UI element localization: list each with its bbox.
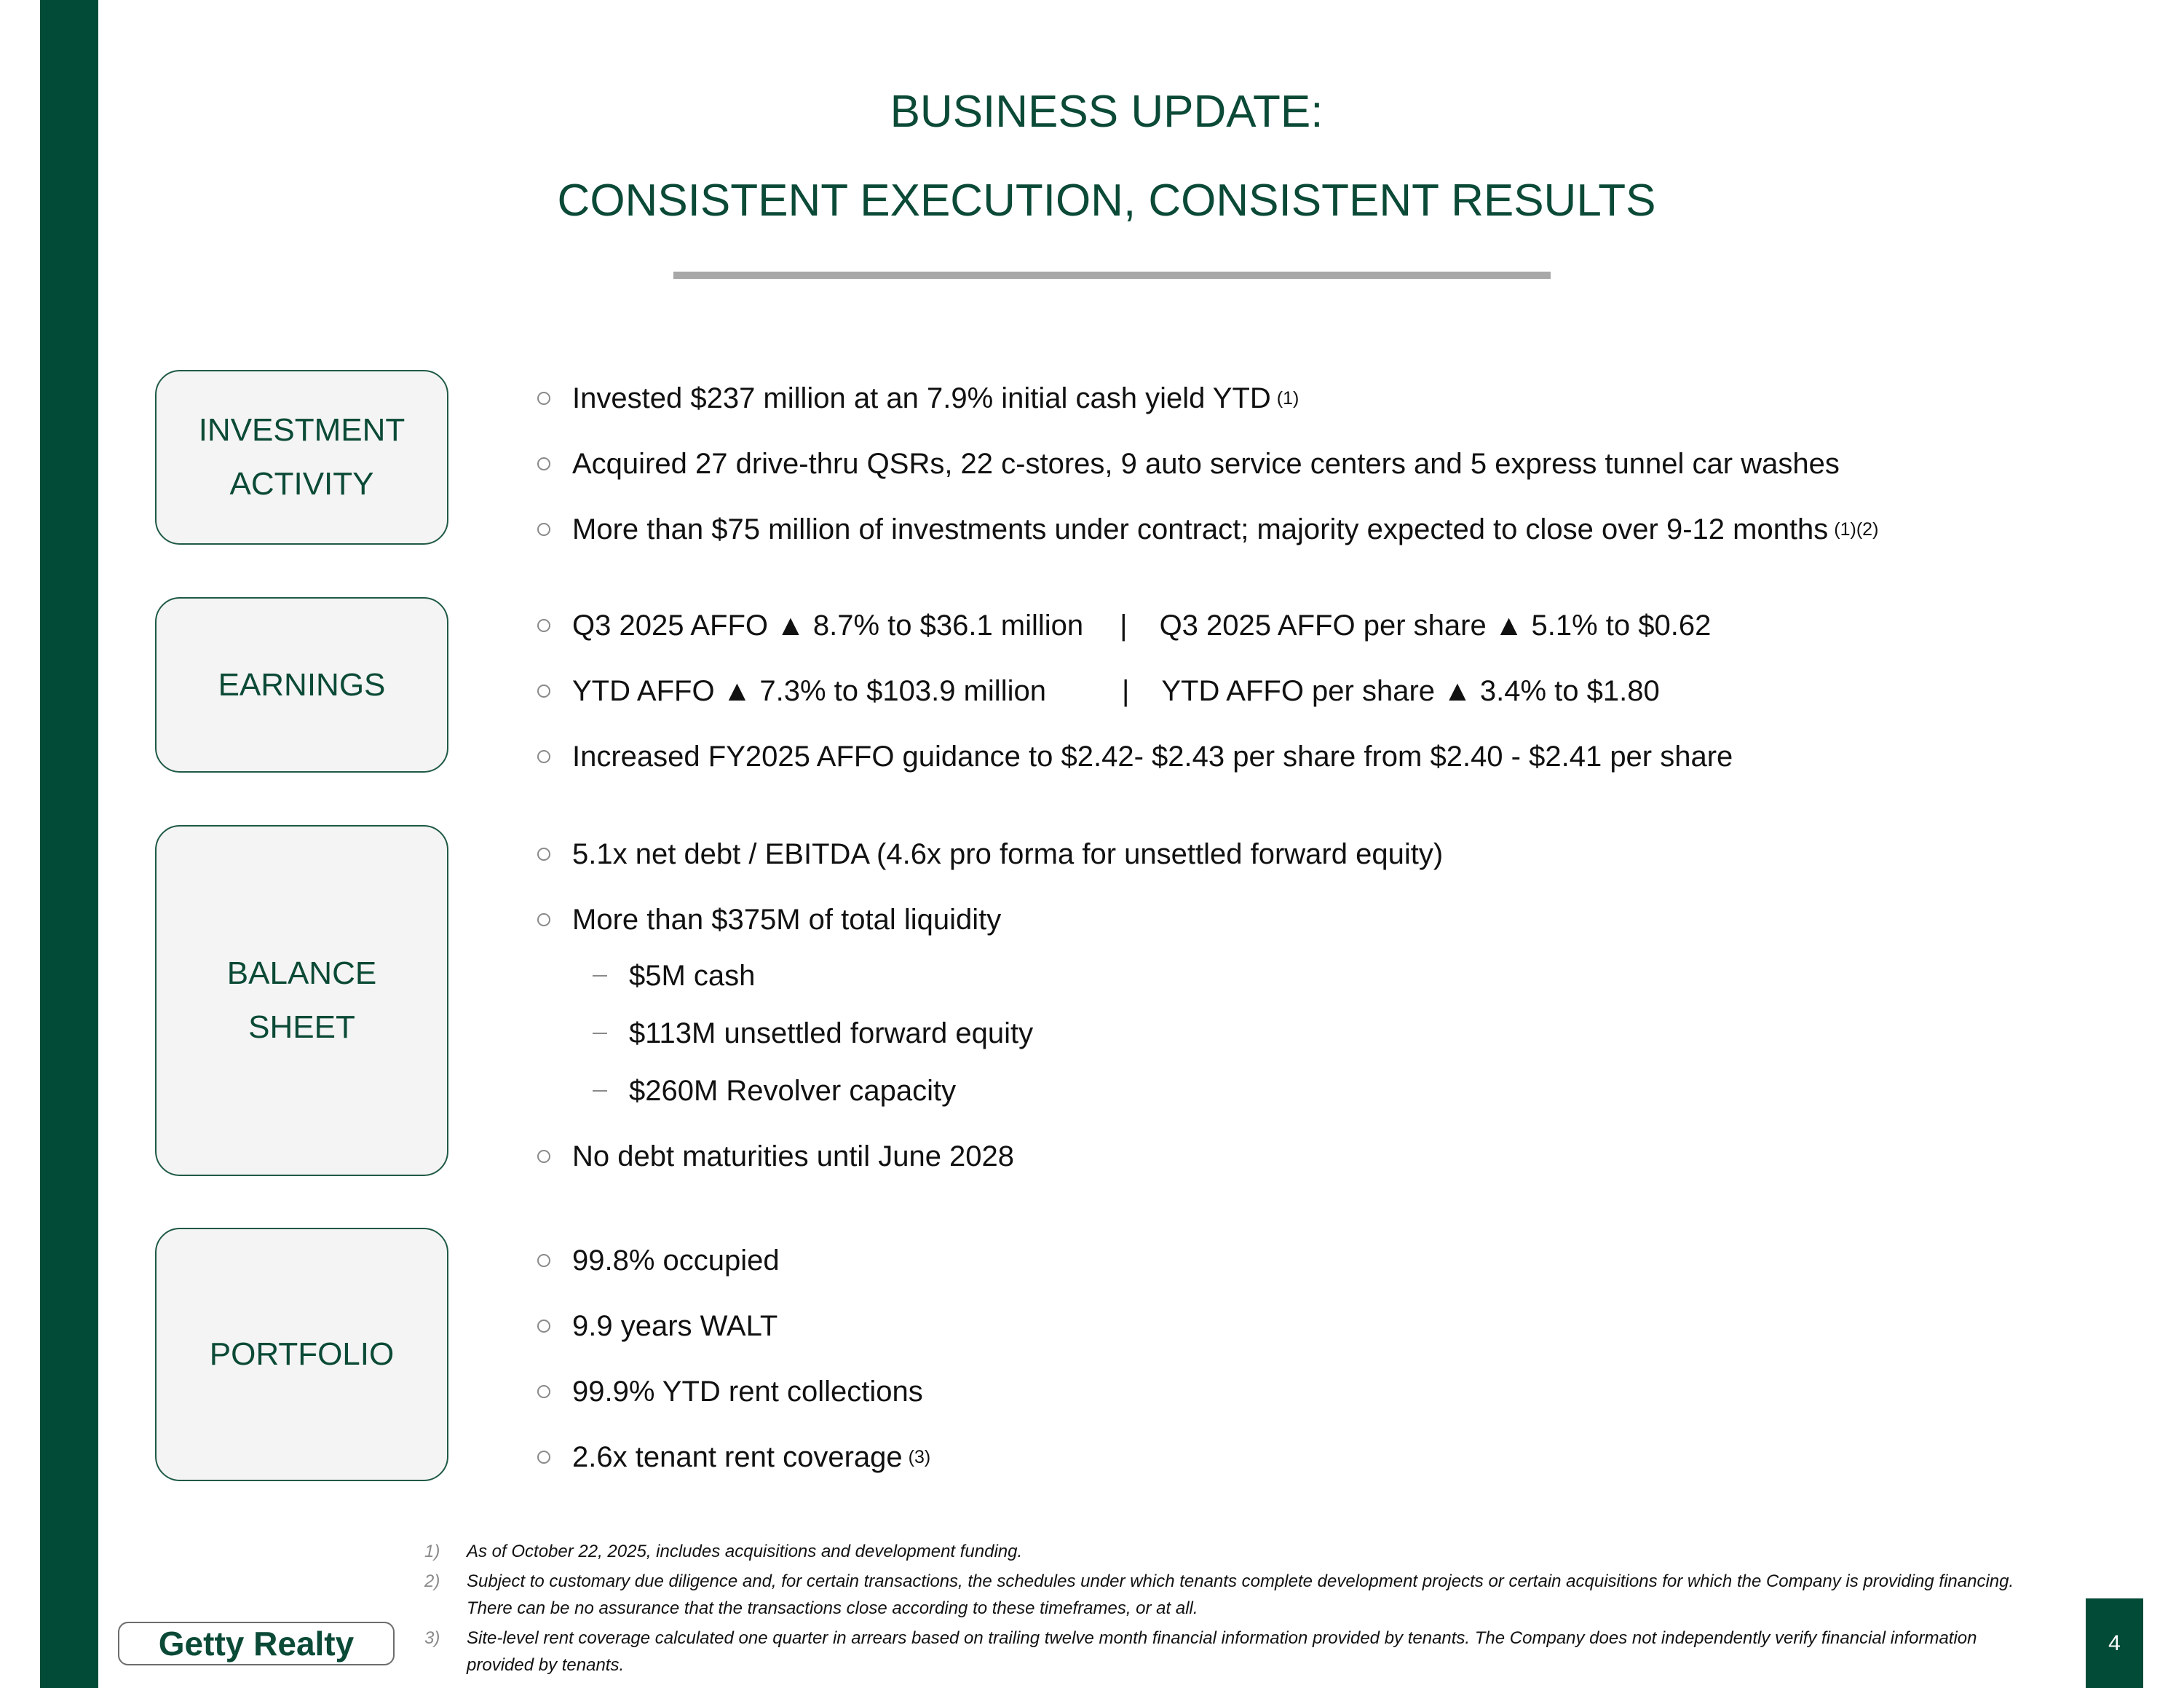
balance-bullet-3-text: No debt maturities until June 2028: [572, 1140, 1015, 1172]
earnings-bullet-2: [537, 673, 1660, 709]
balance-sub-3: [593, 1073, 956, 1109]
portfolio-bullet-2-text: 9.9 years WALT: [572, 1309, 778, 1342]
page-title-line-1: BUSINESS UPDATE:: [890, 87, 1324, 137]
balance-sheet-label-box: [155, 825, 448, 1176]
left-accent-bar: [40, 0, 98, 1688]
balance-bullet-2: [537, 902, 1001, 938]
investment-bullet-3-text: More than $75 million of investments under contract; majority expected to close over 9-12 months: [572, 513, 1829, 545]
footnote-2-text: Subject to customary due diligence and, for certain transactions, the schedules under which tenants complete development projects or certain acquisitions for which the Company is providing financing. There can be no assurance that the transactions close according to these timeframes, or at all.: [467, 1571, 2014, 1618]
footnote-1-text: As of October 22, 2025, includes acquisitions and development funding.: [467, 1542, 1023, 1561]
balance-bullet-1-text: 5.1x net debt / EBITDA (4.6x pro forma for unsettled forward equity): [572, 837, 1444, 870]
portfolio-bullet-3: [537, 1373, 923, 1410]
circle-bullet-icon: [537, 1385, 550, 1398]
footnote-2: [424, 1568, 2033, 1622]
circle-bullet-icon: [537, 685, 550, 698]
page-title-line-2: CONSISTENT EXECUTION, CONSISTENT RESULTS: [557, 175, 1656, 226]
portfolio-bullet-1-text: 99.8% occupied: [572, 1244, 780, 1277]
investment-bullet-3: [537, 511, 1878, 548]
earnings-bullet-2-right: YTD AFFO per share ▲ 3.4% to $1.80: [1161, 674, 1660, 707]
investment-bullet-1-text: Invested $237 million at an 7.9% initial cash yield YTD: [572, 382, 1271, 414]
earnings-bullet-2-left: YTD AFFO ▲ 7.3% to $103.9 million: [572, 674, 1046, 707]
earnings-label-box: [155, 597, 448, 773]
footnote-ref: (1): [1276, 387, 1299, 409]
earnings-bullet-3: [537, 738, 1733, 775]
balance-sub-1-text: $5M cash: [629, 959, 756, 992]
circle-bullet-icon: [537, 1254, 550, 1267]
circle-bullet-icon: [537, 523, 550, 536]
portfolio-bullet-1: [537, 1242, 780, 1279]
circle-bullet-icon: [537, 392, 550, 405]
circle-bullet-icon: [537, 1451, 550, 1464]
dash-bullet-icon: [593, 1090, 607, 1092]
footnote-ref: (3): [908, 1446, 931, 1467]
balance-sub-3-text: $260M Revolver capacity: [629, 1074, 957, 1107]
dash-bullet-icon: [593, 1033, 607, 1034]
portfolio-label-box: [155, 1228, 448, 1481]
portfolio-bullet-3-text: 99.9% YTD rent collections: [572, 1375, 923, 1408]
circle-bullet-icon: [537, 750, 550, 763]
page-number: 4: [2086, 1598, 2143, 1688]
circle-bullet-icon: [537, 848, 550, 861]
earnings-bullet-3-text: Increased FY2025 AFFO guidance to $2.42- $2.43 per share from $2.40 - $2.41 per share: [572, 740, 1733, 773]
earnings-bullet-1-left: Q3 2025 AFFO ▲ 8.7% to $36.1 million: [572, 609, 1084, 642]
circle-bullet-icon: [537, 457, 550, 470]
footnote-ref: (1)(2): [1834, 518, 1879, 540]
separator: |: [1121, 674, 1130, 707]
footnote-3-text: Site-level rent coverage calculated one quarter in arrears based on trailing twelve month financial information provided by tenants. The Company does not independently verify financial information provided by tenants.: [467, 1628, 1977, 1675]
title-divider: [673, 272, 1551, 279]
footnote-2-number: 2): [424, 1571, 440, 1591]
portfolio-bullet-4: [537, 1439, 930, 1475]
footnote-1: [424, 1538, 2033, 1565]
circle-bullet-icon: [537, 913, 550, 926]
earnings-label: EARNINGS: [218, 666, 386, 703]
portfolio-bullet-4-text: 2.6x tenant rent coverage: [572, 1440, 903, 1473]
balance-sub-2: [593, 1015, 1033, 1052]
balance-bullet-2-text: More than $375M of total liquidity: [572, 903, 1002, 936]
portfolio-bullet-2: [537, 1308, 778, 1344]
investment-bullet-2: [537, 446, 1840, 482]
investment-bullet-1: [537, 380, 1299, 417]
balance-bullet-3: [537, 1138, 1014, 1175]
footnote-1-number: 1): [424, 1542, 440, 1561]
investment-bullet-2-text: Acquired 27 drive-thru QSRs, 22 c-stores, 9 auto service centers and 5 express tunnel car washes: [572, 447, 1840, 480]
footnote-3-number: 3): [424, 1628, 440, 1648]
separator: |: [1120, 609, 1128, 642]
circle-bullet-icon: [537, 1320, 550, 1333]
circle-bullet-icon: [537, 619, 550, 632]
investment-label-line-2: ACTIVITY: [229, 466, 374, 502]
investment-activity-label-box: [155, 370, 448, 545]
earnings-bullet-1: [537, 607, 1711, 644]
footnote-3: [424, 1625, 2033, 1679]
balance-label-line-2: SHEET: [248, 1009, 355, 1045]
investment-label-line-1: INVESTMENT: [198, 412, 405, 448]
balance-sub-2-text: $113M unsettled forward equity: [629, 1017, 1034, 1049]
balance-label-line-1: BALANCE: [226, 955, 377, 991]
getty-realty-logo: Getty Realty: [118, 1622, 395, 1665]
balance-sub-1: [593, 958, 755, 994]
portfolio-label: PORTFOLIO: [209, 1336, 395, 1372]
footnotes: [424, 1538, 2033, 1681]
circle-bullet-icon: [537, 1150, 550, 1163]
balance-bullet-1: [537, 836, 1443, 872]
dash-bullet-icon: [593, 975, 607, 977]
earnings-bullet-1-right: Q3 2025 AFFO per share ▲ 5.1% to $0.62: [1159, 609, 1712, 642]
